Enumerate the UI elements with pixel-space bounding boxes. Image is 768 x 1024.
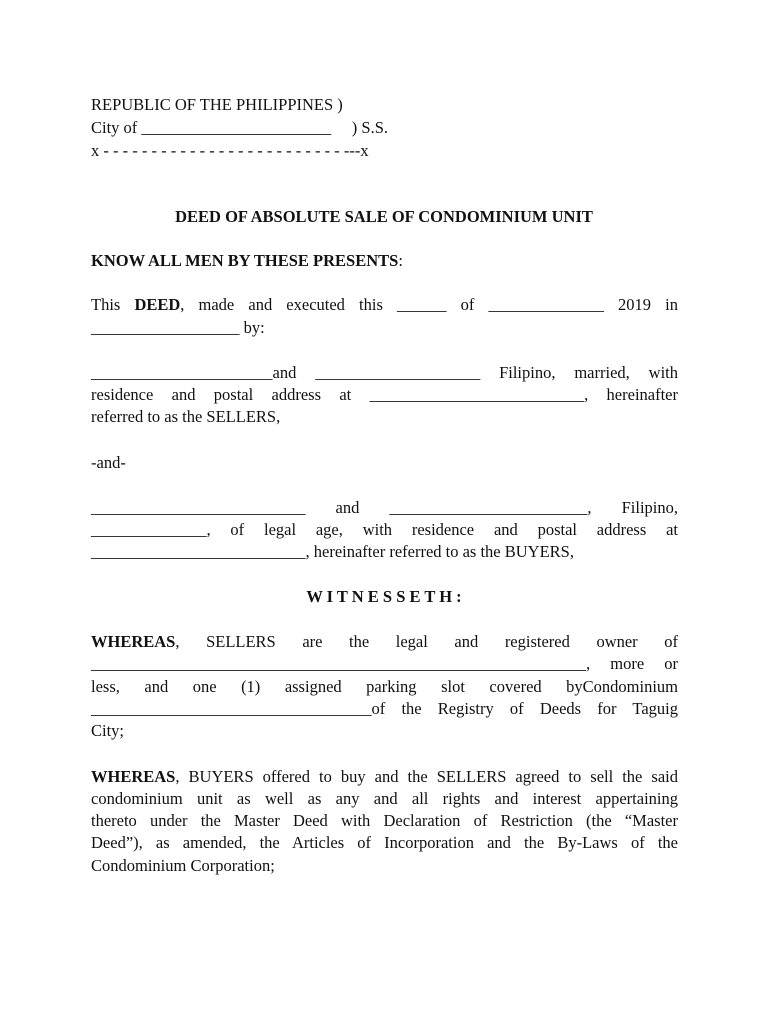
whereas2-rest: , BUYERS offered to buy and the SELLERS agreed to sell the said [175, 767, 678, 786]
whereas1-line-4: __________________________________of the Registry of Deeds for Taguig [91, 699, 678, 718]
whereas1-line-1 [91, 631, 678, 653]
buyers-line-1: __________________________ and ________________________, Filipino, [91, 498, 678, 517]
and-separator: -and- [91, 453, 126, 472]
know-all-colon: : [398, 251, 403, 270]
sellers-line-1: ______________________and ____________________ Filipino, married, with [91, 363, 678, 382]
separator-line: x - - - - - - - - - - - - - - - - - - - - - - - - - ---x [91, 141, 369, 160]
intro-deed-bold: DEED [134, 295, 181, 314]
intro-line-2: __________________ by: [91, 318, 265, 337]
sellers-line-3: referred to as the SELLERS, [91, 407, 281, 426]
whereas1-bold: WHEREAS [91, 632, 176, 651]
whereas1-rest: , SELLERS are the legal and registered owner of [175, 632, 678, 651]
whereas2-line-1 [91, 766, 678, 788]
buyers-line-2: ______________, of legal age, with residence and postal address at [91, 520, 678, 539]
whereas2-line-3: thereto under the Master Deed with Declaration of Restriction (the “Master [91, 811, 678, 830]
whereas2-line-2: condominium unit as well as any and all rights and interest appertaining [91, 789, 678, 808]
sellers-line-2: residence and postal address at __________________________, hereinafter [91, 385, 678, 404]
intro-post: , made and executed this ______ of ______________ 2019 in [180, 295, 678, 314]
city-line: City of _______________________ ) S.S. [91, 118, 389, 137]
whereas1-line-3: less, and one (1) assigned parking slot covered byCondominium [91, 677, 678, 696]
republic-line: REPUBLIC OF THE PHILIPPINES ) [91, 95, 343, 114]
whereas2-bold: WHEREAS [91, 767, 176, 786]
buyers-line-3: __________________________, hereinafter referred to as the BUYERS, [91, 542, 574, 561]
whereas1-line-5: City; [91, 721, 125, 740]
know-all-line [91, 250, 403, 272]
document-title: DEED OF ABSOLUTE SALE OF CONDOMINIUM UNIT [175, 207, 593, 226]
witnesseth-heading: W I T N E S S E T H : [306, 587, 462, 606]
whereas1-line-2: ____________________________________________________________, more or [91, 654, 678, 673]
whereas2-line-4: Deed”), as amended, the Articles of Incorporation and the By-Laws of the [91, 833, 678, 852]
intro-pre: This [91, 295, 135, 314]
whereas2-line-5: Condominium Corporation; [91, 856, 275, 875]
intro-line-1 [91, 294, 678, 316]
know-all-bold: KNOW ALL MEN BY THESE PRESENTS [91, 251, 399, 270]
